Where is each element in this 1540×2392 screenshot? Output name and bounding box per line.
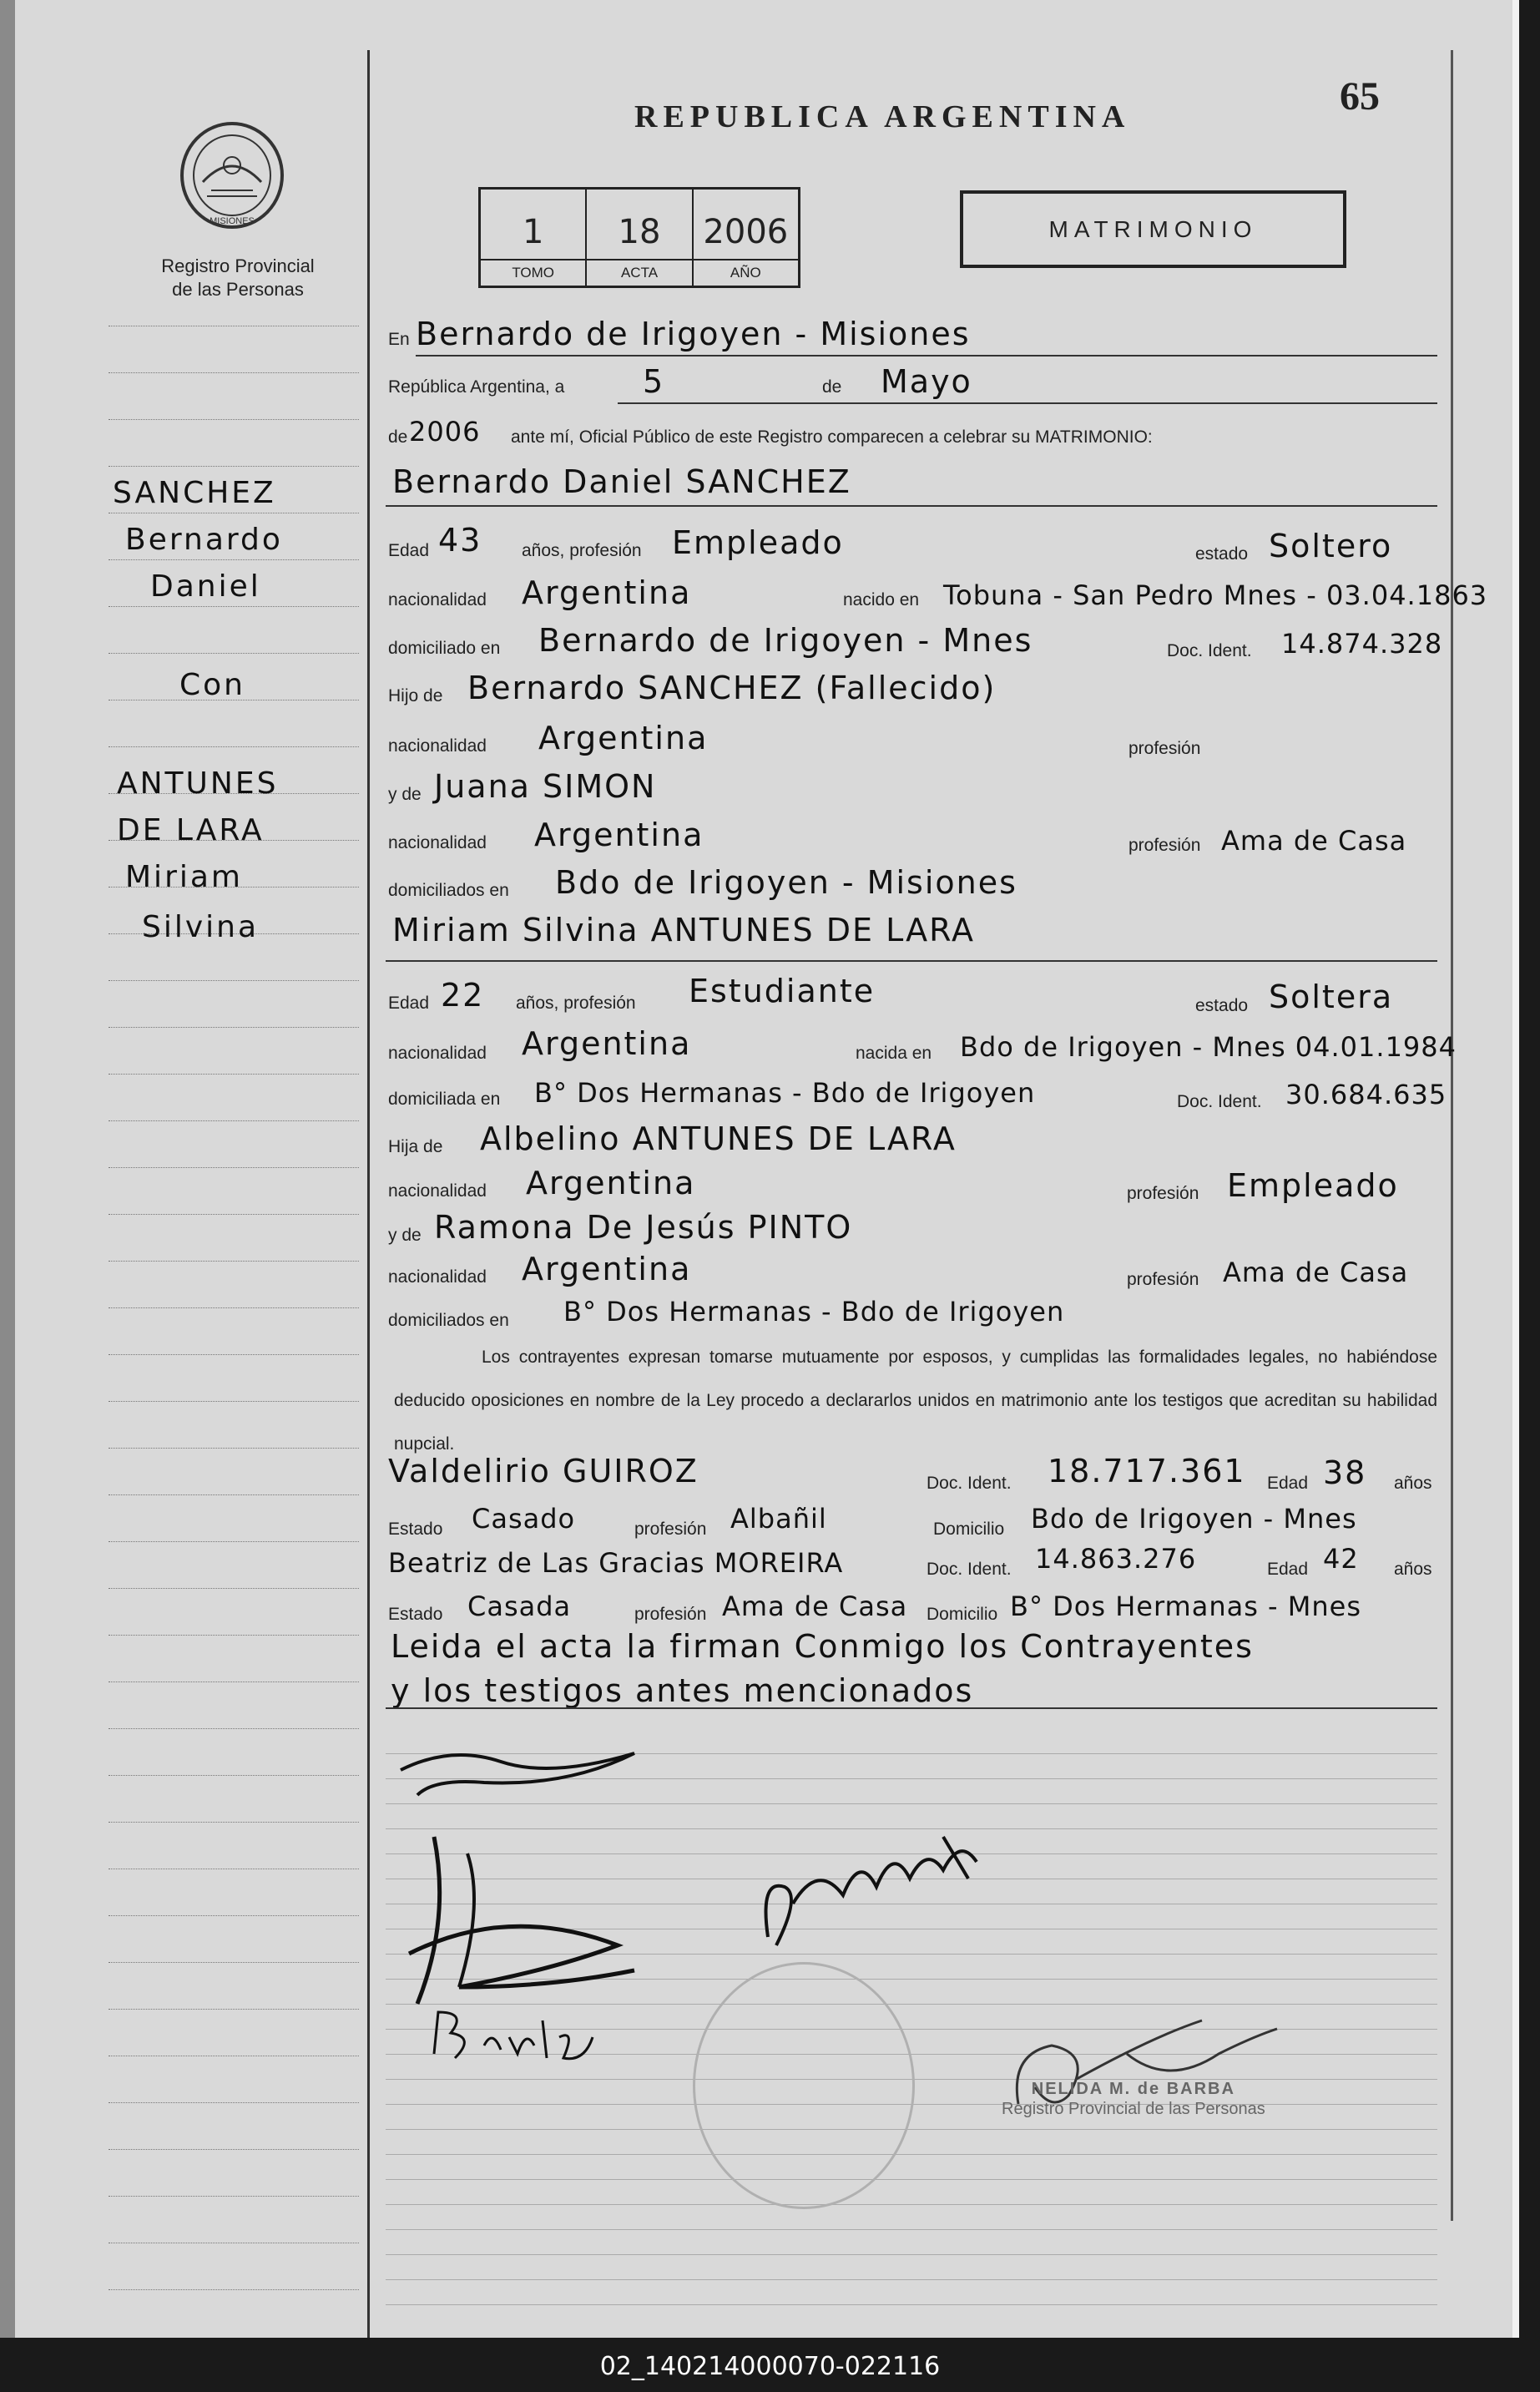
acta-label: ACTA bbox=[587, 259, 691, 286]
groom-mother: Juana SIMON bbox=[434, 768, 657, 805]
witness1-name: Valdelirio GUIROZ bbox=[388, 1453, 699, 1489]
witness1-estado: Casado bbox=[472, 1503, 576, 1535]
ruled-line bbox=[109, 653, 359, 654]
ruled-line bbox=[386, 2129, 1437, 2130]
bride-father-prof-label: profesión bbox=[1127, 1184, 1199, 1203]
closing-line-1: Leida el acta la firman Conmigo los Contrayentes bbox=[391, 1628, 1254, 1665]
bride-profession: Estudiante bbox=[689, 973, 876, 1009]
signature-witness bbox=[751, 1828, 1018, 1962]
ruled-line bbox=[109, 1214, 359, 1215]
ruled-line bbox=[109, 1120, 359, 1121]
ruled-line bbox=[109, 606, 359, 607]
groom-doc: 14.874.328 bbox=[1281, 628, 1443, 660]
margin-divider bbox=[367, 50, 370, 2338]
groom-father-nationality: Argentina bbox=[538, 720, 709, 756]
ruled-line bbox=[109, 559, 359, 560]
groom-mother-prof-label: profesión bbox=[1128, 836, 1201, 855]
intro-text: ante mí, Oficial Público de este Registro comparecen a celebrar su MATRIMONIO: bbox=[511, 427, 1153, 447]
official-name-block bbox=[1002, 2079, 1265, 2119]
ruled-line bbox=[109, 2149, 359, 2150]
ano-value: 2006 bbox=[703, 213, 789, 251]
ruled-line bbox=[386, 2204, 1437, 2205]
ruled-line bbox=[109, 1261, 359, 1262]
bride-mother-prof-label: profesión bbox=[1127, 1270, 1199, 1289]
ruled-line bbox=[109, 1354, 359, 1355]
witness2-doc-label: Doc. Ident. bbox=[927, 1560, 1012, 1579]
bride-dom-label: domiciliada en bbox=[388, 1090, 501, 1109]
bride-father-profession: Empleado bbox=[1227, 1167, 1399, 1204]
provincial-seal-icon bbox=[178, 117, 286, 234]
ruled-line bbox=[109, 1494, 359, 1495]
seal-text: MISIONES bbox=[210, 216, 255, 226]
groom-father-nac-label: nacionalidad bbox=[388, 736, 487, 756]
ano-cell bbox=[694, 190, 798, 286]
bride-parents-domicile: B° Dos Hermanas - Bdo de Irigoyen bbox=[563, 1296, 1065, 1327]
witness2-age: 42 bbox=[1323, 1543, 1359, 1575]
country-title: REPUBLICA ARGENTINA bbox=[634, 99, 1131, 134]
ruled-line bbox=[386, 2179, 1437, 2180]
groom-parents-dom-label: domiciliados en bbox=[388, 881, 509, 900]
groom-mother-nac-label: nacionalidad bbox=[388, 833, 487, 852]
official-stamp bbox=[693, 1962, 915, 2209]
en-label: En bbox=[388, 330, 410, 349]
tomo-label: TOMO bbox=[481, 259, 585, 286]
groom-father: Bernardo SANCHEZ (Fallecido) bbox=[467, 670, 997, 706]
witness2-name: Beatriz de Las Gracias MOREIRA bbox=[388, 1547, 844, 1579]
groom-name: Bernardo Daniel SANCHEZ bbox=[392, 463, 851, 500]
ruled-line bbox=[109, 1167, 359, 1168]
groom-profession: Empleado bbox=[672, 524, 844, 561]
ruled-line bbox=[109, 1822, 359, 1823]
ruled-line bbox=[109, 746, 359, 747]
rule bbox=[386, 960, 1437, 962]
year-prefix: de bbox=[388, 427, 408, 447]
ruled-line bbox=[109, 2289, 359, 2290]
margin-surname2-bride: DE LARA bbox=[117, 813, 265, 847]
bride-nacida-label: nacida en bbox=[856, 1044, 932, 1063]
ruled-line bbox=[386, 2154, 1437, 2155]
witness1-doc: 18.717.361 bbox=[1048, 1453, 1246, 1489]
groom-birthplace: Tobuna - San Pedro Mnes - 03.04.1863 bbox=[943, 579, 1488, 611]
bride-name: Miriam Silvina ANTUNES DE LARA bbox=[392, 912, 975, 948]
image-footer-label: 02_140214000070-022116 bbox=[599, 2352, 941, 2381]
bride-yde-label: y de bbox=[388, 1226, 422, 1245]
bride-father: Albelino ANTUNES DE LARA bbox=[480, 1120, 957, 1157]
witness2-profession: Ama de Casa bbox=[722, 1590, 908, 1622]
rule bbox=[386, 505, 1437, 507]
bride-anos-label: años, profesión bbox=[516, 994, 636, 1013]
witness2-prof-label: profesión bbox=[634, 1605, 707, 1624]
year-value: 2006 bbox=[409, 416, 481, 448]
ano-label: AÑO bbox=[694, 259, 798, 286]
rule bbox=[416, 355, 1437, 357]
tomo-cell bbox=[481, 190, 587, 286]
place-value: Bernardo de Irigoyen - Misiones bbox=[416, 316, 971, 352]
margin-con: Con bbox=[179, 668, 245, 702]
witness1-domicile: Bdo de Irigoyen - Mnes bbox=[1031, 1503, 1357, 1535]
witness1-doc-label: Doc. Ident. bbox=[927, 1474, 1012, 1493]
ruled-line bbox=[109, 1915, 359, 1916]
page-number: 65 bbox=[1340, 74, 1380, 119]
ruled-line bbox=[109, 2196, 359, 2197]
witness1-edad-label: Edad bbox=[1267, 1474, 1309, 1493]
document-type-box: MATRIMONIO bbox=[960, 190, 1346, 268]
margin-middlename-groom: Daniel bbox=[150, 569, 261, 604]
groom-dom-label: domiciliado en bbox=[388, 639, 501, 658]
bride-nationality: Argentina bbox=[522, 1025, 692, 1062]
bride-doc: 30.684.635 bbox=[1285, 1079, 1447, 1110]
signature-beatriz bbox=[417, 1987, 626, 2079]
groom-nationality: Argentina bbox=[522, 574, 692, 611]
acta-value: 18 bbox=[618, 213, 661, 251]
rule bbox=[618, 402, 1437, 404]
official-title: Registro Provincial de las Personas bbox=[1002, 2100, 1265, 2118]
witness1-profession: Albañil bbox=[730, 1503, 827, 1535]
witness1-estado-label: Estado bbox=[388, 1520, 443, 1539]
ruled-line bbox=[109, 1962, 359, 1963]
bride-edad-label: Edad bbox=[388, 994, 430, 1013]
official-name: NELIDA M. de BARBA bbox=[1031, 2080, 1235, 2098]
groom-hijo-label: Hijo de bbox=[388, 686, 443, 705]
groom-yde-label: y de bbox=[388, 785, 422, 804]
bride-mother: Ramona De Jesús PINTO bbox=[434, 1209, 853, 1246]
witness2-estado: Casada bbox=[467, 1590, 572, 1622]
ruled-line bbox=[109, 1448, 359, 1449]
ruled-line bbox=[109, 1541, 359, 1542]
ruled-line bbox=[109, 980, 359, 981]
groom-nacido-label: nacido en bbox=[843, 590, 920, 609]
bride-estado-label: estado bbox=[1195, 996, 1249, 1015]
groom-doc-label: Doc. Ident. bbox=[1167, 641, 1252, 660]
groom-edad-label: Edad bbox=[388, 541, 430, 560]
bride-domicile: B° Dos Hermanas - Bdo de Irigoyen bbox=[534, 1077, 1036, 1109]
ruled-line bbox=[386, 2304, 1437, 2305]
groom-father-prof-label: profesión bbox=[1128, 739, 1201, 758]
bride-mother-profession: Ama de Casa bbox=[1223, 1257, 1409, 1288]
closing-line-2: y los testigos antes mencionados bbox=[391, 1672, 974, 1709]
groom-mother-nationality: Argentina bbox=[534, 817, 704, 853]
margin-surname-groom: SANCHEZ bbox=[113, 476, 276, 510]
groom-domicile: Bernardo de Irigoyen - Mnes bbox=[538, 622, 1033, 659]
bride-father-nationality: Argentina bbox=[526, 1165, 696, 1201]
witness2-dom-label: Domicilio bbox=[927, 1605, 998, 1624]
ruled-line bbox=[386, 2254, 1437, 2255]
ruled-line bbox=[109, 1775, 359, 1776]
day-value: 5 bbox=[643, 363, 665, 400]
ruled-line bbox=[109, 1635, 359, 1636]
bride-mother-nationality: Argentina bbox=[522, 1251, 692, 1287]
witness2-domicile: B° Dos Hermanas - Mnes bbox=[1010, 1590, 1362, 1622]
groom-nac-label: nacionalidad bbox=[388, 590, 487, 609]
bride-father-nac-label: nacionalidad bbox=[388, 1181, 487, 1201]
ruled-line bbox=[109, 1728, 359, 1729]
bride-nac-label: nacionalidad bbox=[388, 1044, 487, 1063]
ruled-line bbox=[109, 419, 359, 420]
witness2-doc: 14.863.276 bbox=[1035, 1543, 1197, 1575]
margin-firstname-bride: Miriam bbox=[125, 860, 243, 894]
ruled-line bbox=[386, 2229, 1437, 2230]
rule bbox=[386, 1707, 1437, 1709]
groom-estado-label: estado bbox=[1195, 544, 1249, 564]
groom-parents-domicile: Bdo de Irigoyen - Misiones bbox=[555, 864, 1017, 901]
month-value: Mayo bbox=[881, 363, 972, 400]
acta-cell bbox=[587, 190, 693, 286]
witness1-dom-label: Domicilio bbox=[933, 1520, 1005, 1539]
bride-parents-dom-label: domiciliados en bbox=[388, 1311, 509, 1330]
ruled-line bbox=[109, 466, 359, 467]
bride-doc-label: Doc. Ident. bbox=[1177, 1092, 1262, 1111]
bride-mother-nac-label: nacionalidad bbox=[388, 1267, 487, 1287]
groom-age: 43 bbox=[438, 522, 482, 559]
ruled-line bbox=[109, 2009, 359, 2010]
margin-firstname-groom: Bernardo bbox=[125, 523, 283, 557]
witness1-anos-label: años bbox=[1394, 1474, 1432, 1493]
ruled-line bbox=[109, 1681, 359, 1682]
ruled-line bbox=[109, 1307, 359, 1308]
registry-name: Registro Provincial de las Personas bbox=[161, 255, 315, 300]
witness2-edad-label: Edad bbox=[1267, 1560, 1309, 1579]
margin-surname-bride: ANTUNES bbox=[117, 766, 279, 801]
groom-anos-label: años, profesión bbox=[522, 541, 642, 560]
ruled-line bbox=[109, 1588, 359, 1589]
bride-estado: Soltera bbox=[1269, 979, 1394, 1015]
bride-age: 22 bbox=[441, 977, 485, 1014]
witness1-age: 38 bbox=[1323, 1454, 1367, 1491]
witness1-prof-label: profesión bbox=[634, 1520, 707, 1539]
bride-birthplace: Bdo de Irigoyen - Mnes 04.01.1984 bbox=[960, 1031, 1457, 1063]
ruled-line bbox=[109, 2102, 359, 2103]
registration-table bbox=[478, 187, 800, 288]
right-border bbox=[1451, 50, 1453, 2221]
groom-mother-profession: Ama de Casa bbox=[1221, 825, 1407, 857]
witness2-estado-label: Estado bbox=[388, 1605, 443, 1624]
groom-estado: Soltero bbox=[1269, 528, 1393, 564]
book-spine bbox=[0, 0, 15, 2338]
ruled-line bbox=[386, 2279, 1437, 2280]
declaration-text: Los contrayentes expresan tomarse mutuamente por esposos, y cumplidas las formalidades legales, no habiéndose deducido oposiciones en nombre de la Ley procedo a declararlos unidos en matrimonio ante los testigos que acreditan su habilidad nupcial. bbox=[394, 1348, 1437, 1454]
ruled-line bbox=[109, 1027, 359, 1028]
tomo-value: 1 bbox=[522, 213, 544, 251]
margin-middlename-bride: Silvina bbox=[142, 910, 260, 944]
bride-hija-label: Hija de bbox=[388, 1137, 443, 1156]
ruled-line bbox=[109, 1401, 359, 1402]
ruled-line bbox=[109, 372, 359, 373]
republica-label: República Argentina, a bbox=[388, 377, 565, 397]
witness2-anos-label: años bbox=[1394, 1560, 1432, 1579]
ruled-line bbox=[109, 1074, 359, 1075]
de-label: de bbox=[822, 377, 842, 397]
